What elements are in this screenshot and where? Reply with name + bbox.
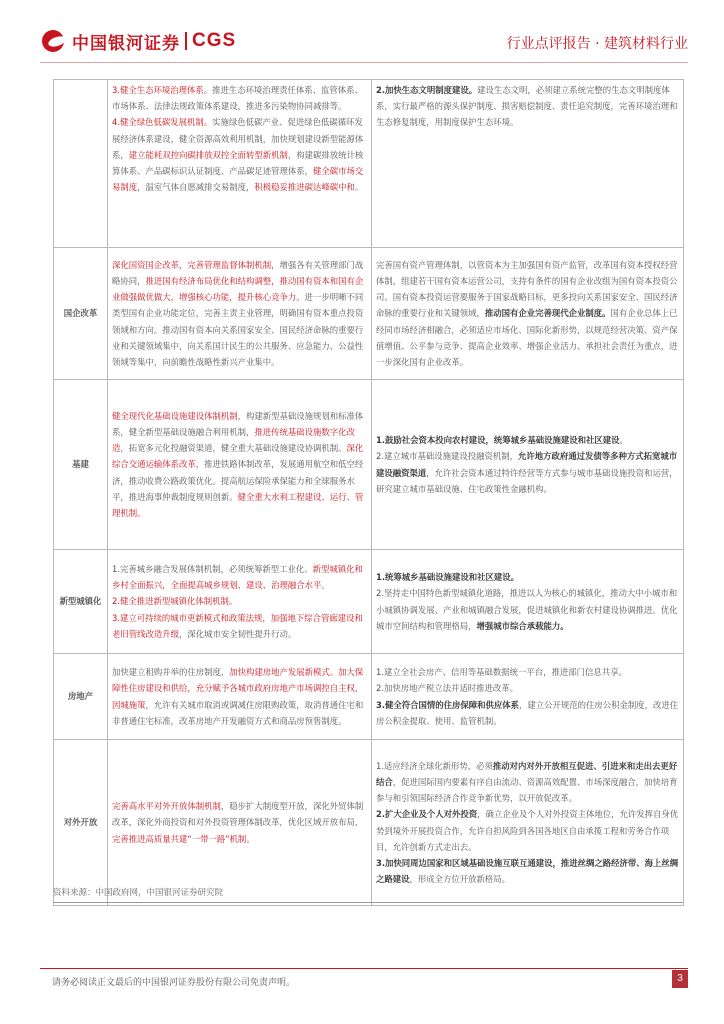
policy-text: 。: [246, 833, 255, 844]
policy-text: 2.建立城市基础设施建设投融资机制，: [376, 451, 518, 462]
footer-divider: [40, 968, 688, 969]
highlighted-text: 健全碳市场交易制度: [112, 166, 364, 193]
highlighted-text: 推进传统基础设施数字化改造: [112, 426, 355, 454]
highlighted-text: 推进国有经济布局优化和结构调整，推动国有资本和国有企业做强做优做大，增强核心功能，提升核心竞争力: [112, 275, 364, 303]
bold-text: 2.扩大企业及个人对外投资: [376, 809, 478, 820]
highlighted-text: 完善推进高质量共建“一带一路”机制: [112, 833, 247, 844]
category-cell: 房地产: [54, 654, 108, 740]
policy-text: 加快建立租购并举的住房制度，: [112, 667, 230, 678]
policy-paragraph: [376, 664, 679, 680]
logo-chinese-name: 中国银河证券: [72, 33, 180, 54]
policy-paragraph: [376, 758, 679, 807]
new-policy-cell: [108, 740, 372, 906]
highlighted-text: 健全重大水利工程建设、运行、管理机制。: [112, 491, 364, 518]
highlighted-text: 深化国资国企改革，完善管理监督体制机制: [112, 259, 272, 270]
category-cell: 基建: [54, 380, 108, 550]
new-policy-cell: [108, 550, 372, 654]
policy-text: ，增强各有关管理部门战略协同，: [112, 259, 364, 286]
bold-text: 1.鼓励社会资本投向农村建设，: [376, 435, 494, 446]
policy-text: 建设生态文明，必须建立系统完整的生态文明制度体系，实行最严格的源头保护制度、损害赔偿制度、责任追究制度，完善环境治理和生态修复制度，用制度保护生态环境。: [376, 85, 678, 128]
policy-paragraph: [112, 593, 367, 609]
policy-paragraph: [112, 610, 367, 642]
category-cell: [54, 80, 108, 248]
new-policy-cell: [108, 654, 372, 740]
table-row: [54, 80, 684, 248]
table-row: [54, 380, 684, 550]
category-cell: 对外开放: [54, 740, 108, 906]
policy-paragraph: [376, 806, 679, 855]
policy-text: 1.适应经济全球化新形势，必须: [376, 760, 493, 771]
policy-paragraph: [376, 432, 679, 448]
highlighted-text: 3.健全生态环境治理体系。: [112, 85, 213, 95]
policy-text: 实施绿色低碳产业、促进绿色低碳循环发展经济体系建设，健全资源高效利用机制，加快规划建设新型能源体系，: [112, 117, 364, 160]
policy-text: ，允许有关城市取消或调减住房限购政策，取消普通住宅和非普通住宅标准，改革房地产开发融资方式和商品房预售制度。: [112, 699, 364, 726]
policy-paragraph: [376, 585, 679, 634]
policy-paragraph: [112, 408, 367, 521]
source-note: 资料来源：中国政府网，中国银河证券研究院: [53, 888, 224, 898]
policy-paragraph: [376, 855, 679, 887]
highlighted-text: 因城施策: [112, 699, 146, 710]
new-policy-cell: [108, 380, 372, 550]
header-divider: [40, 62, 688, 63]
policy-text: ，推进铁路体制改革，发展通用航空和低空经济，推动收费公路政策优化。提高航运保险承保能力和全球服务水平，推进海事仲裁制度规则创新。: [112, 459, 364, 502]
highlighted-text: 积极稳妥推进碳达峰碳中和: [254, 182, 355, 193]
highlighted-text: 完善高水平对外开放体制机制: [112, 801, 221, 812]
policy-text: ，稳步扩大制度型开放，深化外贸体制改革，深化外商投资和对外投资管理体制改革，优化区域开放布局，: [112, 801, 364, 828]
bold-text: 3.加快同周边国家和区域基础设施互联互通建设，推进丝绸之路经济带、海上丝绸之路建设: [376, 857, 679, 885]
previous-policy-cell: [372, 550, 684, 654]
report-type-label: 行业点评报告 · 建筑材料行业: [506, 36, 688, 52]
bold-text: 推动对内对外开放相互促进、引进来和走出去更好结合: [376, 760, 678, 787]
policy-paragraph: [376, 697, 679, 729]
bold-text: 增强城市综合承载能力。: [476, 620, 569, 631]
bold-text: 2.加快生态文明制度建设。: [376, 85, 478, 95]
policy-text: ，构建碳排放统计核算体系、产品碳标识认证制度、产品碳足迹管理体系，: [112, 149, 364, 177]
policy-paragraph: [376, 448, 679, 497]
policy-comparison-table: [53, 79, 684, 906]
table-row: [54, 248, 684, 380]
policy-text: 推进生态环境治理责任体系、监管体系、市场体系、法律法规政策体系建设，推进多污染物协同减排等。: [112, 85, 363, 112]
category-cell: 新型城镇化: [54, 550, 108, 654]
page-number: 3: [672, 970, 688, 988]
highlighted-text: 健全现代化基础设施建设体制机制: [112, 410, 238, 421]
policy-text: 2.坚持走中国特色新型城镇化道路，推进以人为核心的城镇化，推动大中小城市和小城镇协调发展、产业和城镇融合发展，促进城镇化和新农村建设协调推进。优化城市空间结构和管理格局，: [376, 588, 678, 631]
previous-policy-cell: [372, 654, 684, 740]
logo-separator: [185, 32, 187, 50]
table-row: [54, 550, 684, 654]
logo-english-name: CGS: [192, 30, 237, 51]
table-row: [54, 740, 684, 906]
previous-policy-cell: [372, 80, 684, 248]
policy-text: ，温室气体自愿减排交易制度，: [137, 182, 255, 193]
highlighted-text: 3.建立可持续的城市更新模式和政策法规，: [112, 612, 271, 623]
policy-text: ，形成全方位开放新格局。: [409, 874, 510, 885]
policy-text: ，促进国际国内要素有序自由流动、资源高效配置、市场深度融合，加快培育参与和引领国际经济合作竞争新优势，以开放促改革。: [376, 776, 678, 804]
policy-paragraph: [376, 82, 679, 131]
policy-text: ，确立企业及个人对外投资主体地位，允许发挥自身优势到境外开展投资合作，允许自担风险到各国各地区自由承揽工程和劳务合作项目，允许创新方式走出去。: [376, 809, 679, 852]
company-logo: [40, 28, 236, 54]
highlighted-text: 加强地下综合管廊建设和老旧管线改造升级: [112, 612, 363, 639]
policy-text: ，允许社会资本通过特许经营等方式参与城市基础设施投资和运营，研究建立城市基础设施、住宅政策性金融机构。: [376, 467, 678, 494]
policy-text: 1.完善城乡融合发展体制机制，必须统筹新型工业化、: [112, 563, 313, 574]
previous-policy-cell: [372, 380, 684, 550]
policy-paragraph: [112, 664, 367, 729]
policy-paragraph: [112, 561, 367, 593]
category-cell: 国企改革: [54, 248, 108, 380]
policy-text: 2.加快房地产税立法并适时推进改革。: [376, 683, 518, 694]
policy-text: 。: [354, 182, 364, 193]
policy-paragraph: [112, 82, 367, 114]
policy-paragraph: [112, 114, 367, 195]
highlighted-text: 新型城镇化和乡村全面振兴，全面提高城乡规划、建设、治理融合水平: [112, 563, 363, 591]
galaxy-logo-icon: [40, 28, 68, 54]
source-divider: [53, 902, 683, 903]
policy-text: 完善国有资产管理体制，以管资本为主加强国有资产监管，改革国有资本授权经营体制，组建若干国有资本运营公司，支持有条件的国有企业改组为国有资本投资公司。国有资本投资运营要服务于国家战略目标，更多投向关系国家安全、国民经济命脉的重要行业和关键领域，: [376, 259, 678, 319]
policy-text: 。进一步明晰不同类型国有企业功能定位，完善主责主业管理，明确国有资本重点投资领域和方向。推动国有资本向关系国家安全、国民经济命脉的重要行业和关键领域集中，向关系国计民生的公共服务、应急能力、公益性领域等集中，向前瞻性战略性新兴产业集中。: [112, 292, 364, 367]
policy-text: ，建立公开规范的住房公积金制度，改进住房公积金提取、使用、监管机制。: [376, 699, 679, 726]
table-row: [54, 654, 684, 740]
bold-text: 推动国有企业完善现代企业制度。: [484, 308, 611, 319]
policy-text: 。: [619, 435, 628, 446]
policy-paragraph: [112, 257, 367, 370]
policy-paragraph: [376, 569, 679, 585]
highlighted-text: 建立能耗双控向碳排放双控全面转型新机制: [128, 149, 288, 160]
policy-paragraph: [112, 798, 367, 847]
policy-text: ，深化城市安全韧性提升行动。: [179, 628, 297, 639]
policy-text: ，拓宽多元化投融资渠道，健全重大基础设施建设协调机制。: [120, 443, 347, 454]
highlighted-text: 2.健全推进新型城镇化体制机制。: [112, 596, 238, 607]
highlighted-text: 4.健全绿色低碳发展机制。: [112, 117, 213, 128]
bold-text: 3.健全符合国情的住房保障和供应体系: [376, 699, 520, 710]
bold-text: 允许地方政府通过发债等多种方式拓宽城市建设融资渠道: [376, 451, 678, 478]
highlighted-text: 深化综合交通运输体系改革: [112, 443, 364, 470]
page-header: [0, 0, 724, 66]
highlighted-text: 加快构建房地产发展新模式。加大保障性住房建设和供给，充分赋予各城市政府房地产市场调控自主权: [112, 667, 364, 694]
bold-text: 1.统筹城乡基础设施建设和社区建设。: [376, 572, 520, 583]
footer-disclaimer: 请务必阅读正文最后的中国银河证券股份有限公司免责声明。: [52, 978, 296, 988]
policy-paragraph: [376, 680, 679, 696]
policy-text: ，构建新型基础设施规划和标准体系，健全新型基础设施融合利用机制，: [112, 410, 364, 437]
policy-text: 1.建立全社会房产、信用等基础数据统一平台，推进部门信息共享。: [376, 667, 627, 678]
new-policy-cell: [108, 248, 372, 380]
policy-paragraph: [376, 257, 679, 370]
previous-policy-cell: [372, 740, 684, 906]
policy-text: ，: [354, 683, 364, 694]
bold-text: 统筹城乡基础设施建设和社区建设: [493, 435, 620, 446]
policy-text: 。: [321, 580, 330, 591]
previous-policy-cell: [372, 248, 684, 380]
new-policy-cell: [108, 80, 372, 248]
policy-text: 国有企业总体上已经同市场经济相融合，必须适应市场化、国际化新形势，以规范经营决策、资产保值增值、公平参与竞争、提高企业效率、增强企业活力、承担社会责任为重点，进一步深化国有企业改革。: [376, 308, 678, 367]
